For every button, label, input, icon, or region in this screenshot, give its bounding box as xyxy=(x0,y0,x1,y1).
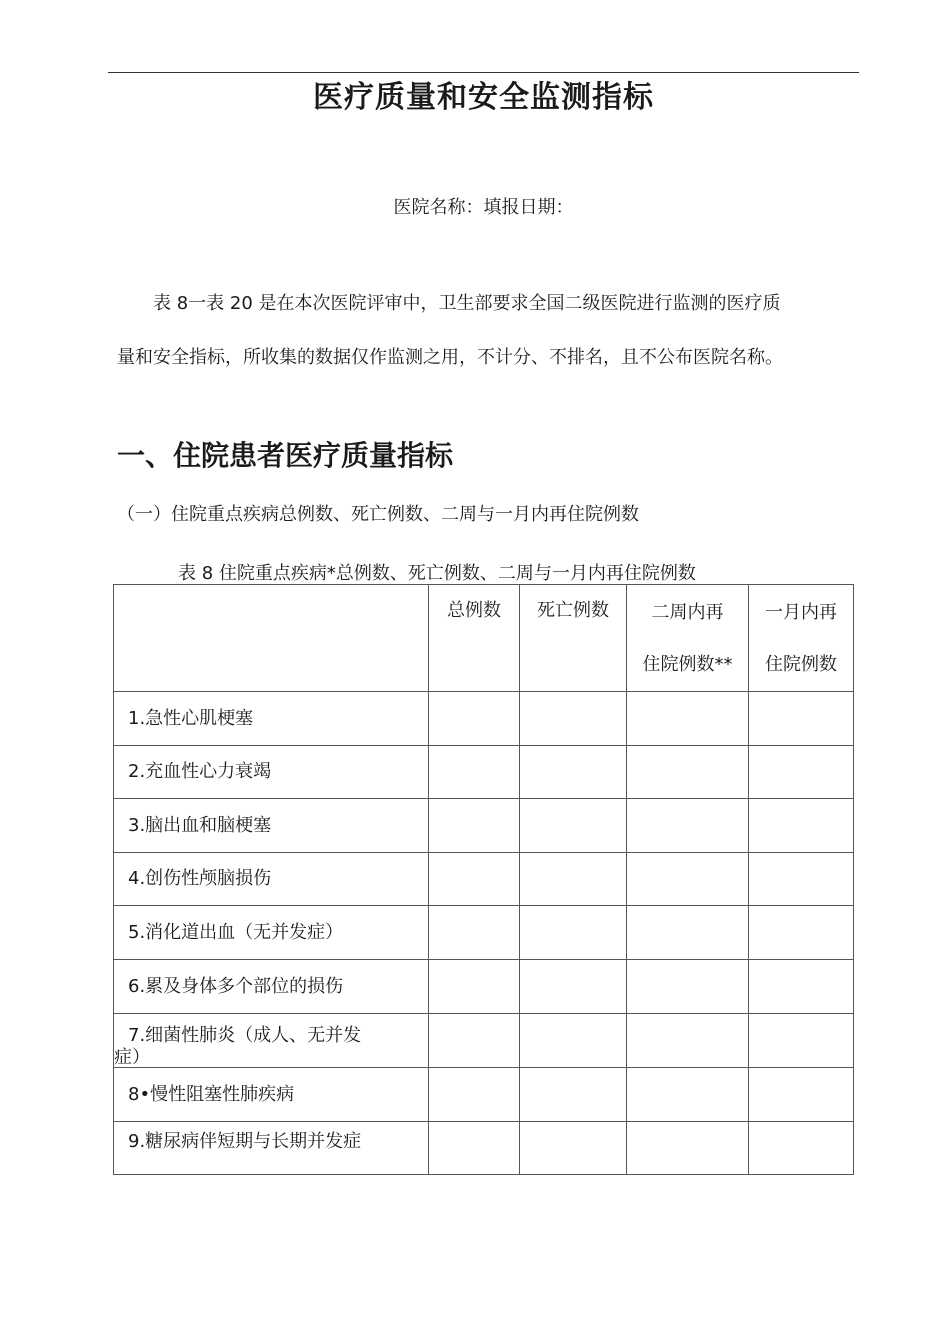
cell-total xyxy=(429,906,520,960)
hospital-name-date-line: 医院名称：填报日期： xyxy=(393,197,574,218)
row-label: 2.充血性心力衰竭 xyxy=(114,746,429,799)
header-readmit-2-weeks-line2: 住院例数** xyxy=(642,654,733,675)
cell-readmit-1m xyxy=(749,1014,854,1068)
table-header-row xyxy=(114,585,854,692)
row-label: 6.累及身体多个部位的损伤 xyxy=(114,960,429,1014)
cell-total xyxy=(429,692,520,746)
cell-deaths xyxy=(520,1068,627,1122)
header-deaths: 死亡例数 xyxy=(520,585,627,692)
cell-deaths xyxy=(520,746,627,799)
document-title: 医疗质量和安全监测指标 xyxy=(313,80,654,115)
row-label xyxy=(114,1024,403,1072)
cell-readmit-2w xyxy=(627,799,749,853)
cell-readmit-1m xyxy=(749,853,854,906)
table-row xyxy=(114,960,854,1014)
subsection-heading: （一）住院重点疾病总例数、死亡例数、二周与一月内再住院例数 xyxy=(117,504,639,525)
cell-deaths xyxy=(520,1014,627,1068)
cell-deaths xyxy=(520,853,627,906)
cell-total xyxy=(429,1068,520,1122)
header-readmit-1-month-line1: 一月内再 xyxy=(765,602,837,623)
table-row xyxy=(114,799,854,853)
intro-line-2: 量和安全指标，所收集的数据仅作监测之用，不计分、不排名，且不公布医院名称。 xyxy=(117,347,783,368)
cell-total xyxy=(429,1014,520,1068)
cell-readmit-1m xyxy=(749,960,854,1014)
cell-readmit-2w xyxy=(627,692,749,746)
row-label: 4.创伤性颅脑损伤 xyxy=(114,853,429,906)
section-heading: 一、住院患者医疗质量指标 xyxy=(117,439,454,472)
cell-deaths xyxy=(520,906,627,960)
cell-deaths xyxy=(520,960,627,1014)
disease-statistics-table xyxy=(113,584,854,1175)
cell-readmit-1m xyxy=(749,692,854,746)
table-row xyxy=(114,906,854,960)
cell-readmit-1m xyxy=(749,1122,854,1175)
header-readmit-1-month-line2: 住院例数 xyxy=(765,654,837,675)
cell-total xyxy=(429,1122,520,1175)
cell-readmit-2w xyxy=(627,906,749,960)
table-row xyxy=(114,692,854,746)
table-caption: 表 8 住院重点疾病*总例数、死亡例数、二周与一月内再住院例数 xyxy=(178,563,696,584)
row-label-line2: 症） xyxy=(114,1047,150,1068)
header-blank-cell xyxy=(114,585,429,692)
row-label: 3.脑出血和脑梗塞 xyxy=(114,799,429,853)
row-label: 8•慢性阻塞性肺疾病 xyxy=(114,1068,429,1122)
cell-readmit-2w xyxy=(627,1014,749,1068)
cell-readmit-2w xyxy=(627,853,749,906)
row-label: 9.糖尿病伴短期与长期并发症 xyxy=(114,1122,429,1175)
table-row xyxy=(114,746,854,799)
cell-readmit-1m xyxy=(749,1068,854,1122)
header-total-cases: 总例数 xyxy=(429,585,520,692)
table-row xyxy=(114,1014,854,1068)
cell-readmit-1m xyxy=(749,746,854,799)
table-row xyxy=(114,853,854,906)
cell-total xyxy=(429,853,520,906)
header-readmit-2-weeks-line1: 二周内再 xyxy=(651,602,724,623)
top-rule xyxy=(108,72,859,73)
header-readmit-1-month xyxy=(749,585,854,692)
intro-line-1: 表 8一表 20 是在本次医院评审中，卫生部要求全国二级医院进行监测的医疗质 xyxy=(153,293,781,314)
cell-deaths xyxy=(520,692,627,746)
cell-total xyxy=(429,799,520,853)
cell-deaths xyxy=(520,799,627,853)
cell-total xyxy=(429,746,520,799)
cell-total xyxy=(429,960,520,1014)
cell-readmit-1m xyxy=(749,799,854,853)
cell-readmit-2w xyxy=(627,746,749,799)
cell-deaths xyxy=(520,1122,627,1175)
table-row xyxy=(114,1122,854,1175)
cell-readmit-2w xyxy=(627,1068,749,1122)
cell-readmit-2w xyxy=(627,960,749,1014)
header-readmit-2-weeks xyxy=(627,585,749,692)
row-label-cell xyxy=(114,1014,429,1068)
cell-readmit-1m xyxy=(749,906,854,960)
row-label: 5.消化道出血（无并发症） xyxy=(114,906,429,960)
row-label-line1: 7.细菌性肺炎（成人、无并发 xyxy=(128,1025,362,1046)
cell-readmit-2w xyxy=(627,1122,749,1175)
row-label: 1.急性心肌梗塞 xyxy=(114,692,429,746)
table-row xyxy=(114,1068,854,1122)
